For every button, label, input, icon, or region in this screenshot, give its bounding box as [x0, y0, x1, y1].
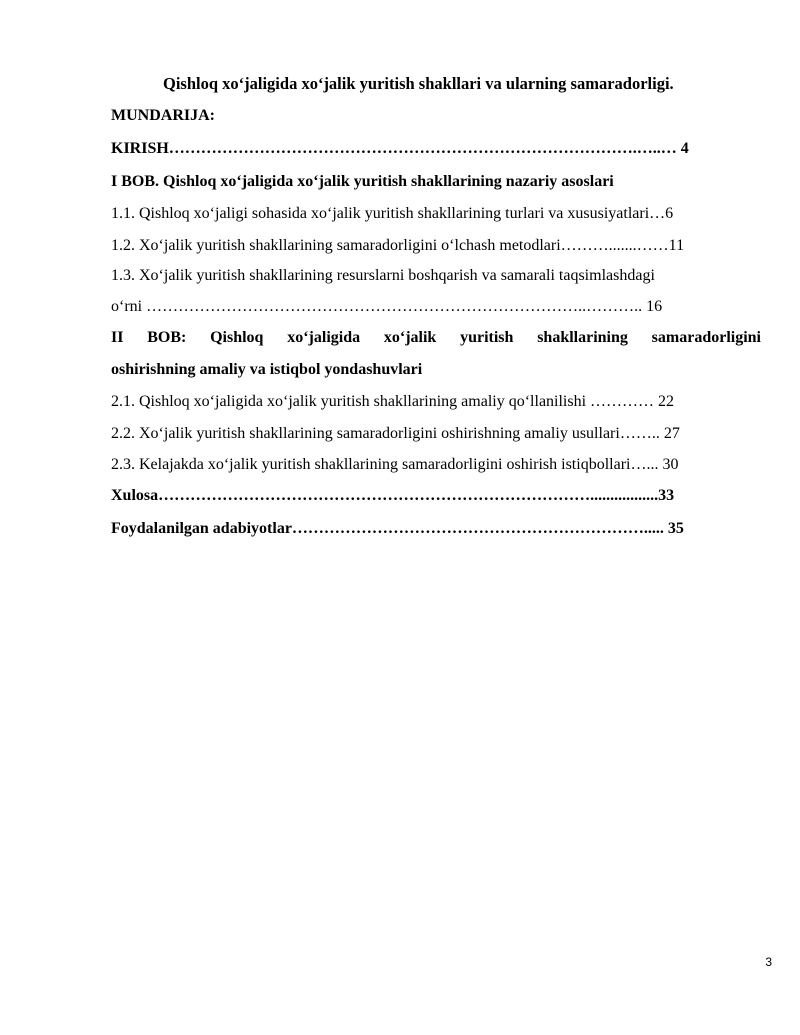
toc-entry-references: Foydalanilgan adabiyotlar…………………………………………………………..... 35: [111, 520, 684, 537]
toc-entry-2-2: 2.2. Xo‘jalik yuritish shakllarining samaradorligini oshirishning amaliy usullari…….. 27: [111, 425, 680, 442]
toc-entry-1-2: 1.2. Xo‘jalik yuritish shakllarining samaradorligini o‘lchash metodlari……….......……11: [111, 237, 685, 254]
page-number: 3: [765, 955, 772, 969]
toc-entry-introduction: KIRISH…………………………………………………………………………….…..… 4: [111, 140, 689, 157]
toc-entry-2-3: 2.3. Kelajakda xo‘jalik yuritish shakllarining samaradorligini oshirish istiqbollari…... 30: [111, 456, 679, 473]
toc-entry-conclusion: Xulosa……………………………………………………………………….................33: [111, 487, 675, 504]
document-title: Qishloq xo‘jaligida xo‘jalik yuritish shakllari va ularning samaradorligi.: [163, 74, 674, 93]
toc-entry-1-3-line-2: o‘rni ………………………………………………………………………..……….. 16: [111, 298, 663, 315]
toc-chapter-1-heading: I BOB. Qishloq xo‘jaligida xo‘jalik yuritish shakllarining nazariy asoslari: [111, 173, 614, 190]
toc-entry-2-1: 2.1. Qishloq xo‘jaligida xo‘jalik yuritish shakllarining amaliy qo‘llanilishi ………… 22: [111, 393, 675, 410]
toc-entry-1-1: 1.1. Qishloq xo‘jaligi sohasida xo‘jalik yuritish shakllarining turlari va xususiyatlari…6: [111, 205, 674, 222]
contents-heading: MUNDARIJA:: [111, 107, 215, 124]
toc-entry-1-3-line-1: 1.3. Xo‘jalik yuritish shakllarining resurslarni boshqarish va samarali taqsimlashdagi: [111, 267, 655, 284]
toc-chapter-2-heading-line-1: II BOB: Qishloq xo‘jaligida xo‘jalik yuritish shakllarining samaradorligini: [111, 329, 761, 346]
toc-chapter-2-heading-line-2: oshirishning amaliy va istiqbol yondashuvlari: [111, 361, 423, 378]
